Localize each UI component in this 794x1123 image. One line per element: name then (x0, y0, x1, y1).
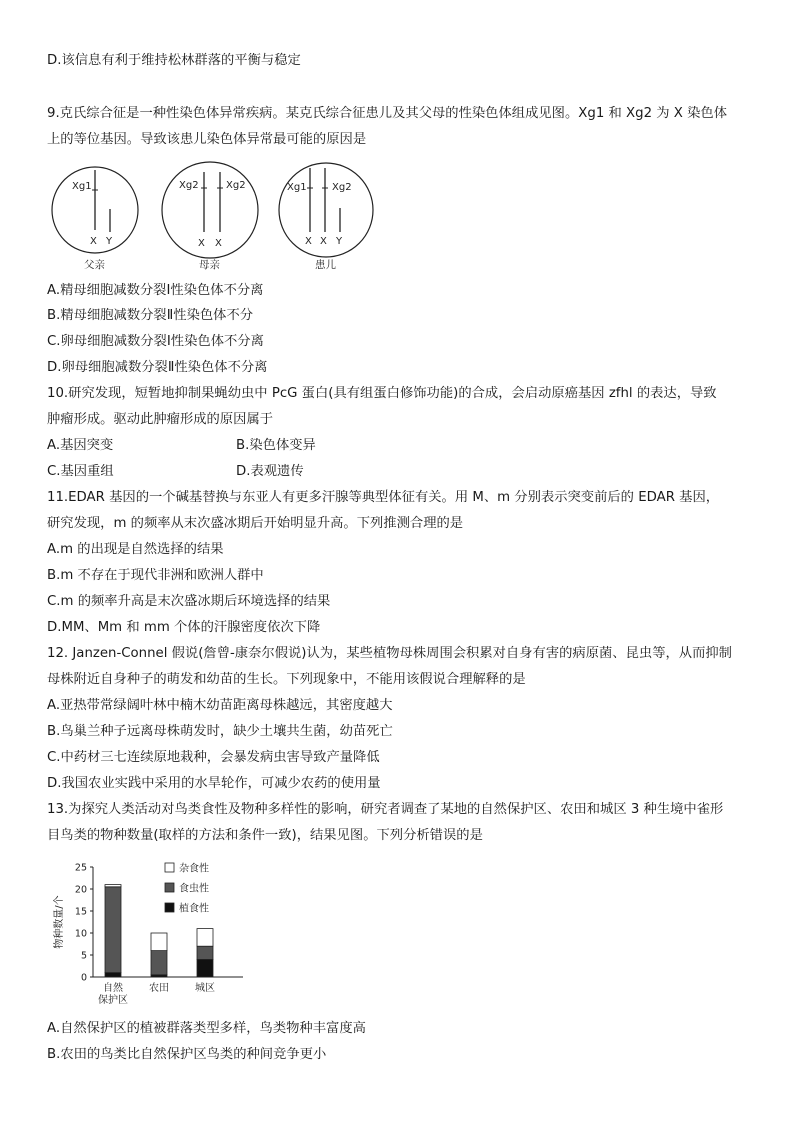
y-tick-label: 15 (74, 906, 87, 918)
x-tick-label: 农田 (149, 983, 169, 994)
mother-allele-label-1: Xg2 (179, 180, 199, 191)
q13-option-b: B.农田的鸟类比自然保护区鸟类的种间竞争更小 (47, 1047, 327, 1062)
bar-segment (105, 887, 121, 973)
q11-stem-line-1: 11.EDAR 基因的一个碱基替换与东亚人有更多汗腺等典型体征有关。用 M、m 分别表示突变前后的 EDAR 基因， (47, 490, 720, 505)
y-axis-label: 物种数量/个 (54, 895, 65, 949)
y-tick-label: 0 (80, 972, 87, 984)
mother-allele-label-2: Xg2 (226, 180, 246, 191)
karyotype-figure (48, 160, 388, 276)
q11-option-b: B.m 不存在于现代非洲和欧洲人群中 (47, 568, 264, 583)
bar-segment (197, 929, 213, 947)
x-tick-label: 自然 (103, 983, 123, 994)
bar-segment (105, 973, 121, 977)
q9-stem-line-2: 上的等位基因。导致该患儿染色体异常最可能的原因是 (47, 132, 367, 147)
q12-option-c: C.中药材三七连续原地栽种，会暴发病虫害导致产量降低 (47, 750, 380, 765)
q10-stem-line-1: 10.研究发现，短暂地抑制果蝇幼虫中 PcG 蛋白(具有组蛋白修饰功能)的合成，会启动原癌基因 zfhl 的表达，导致 (47, 386, 717, 401)
q12-option-b: B.鸟巢兰种子远离母株萌发时，缺少土壤共生菌，幼苗死亡 (47, 724, 393, 739)
legend-label: 杂食性 (179, 863, 209, 875)
bar-segment (151, 933, 167, 951)
q12-stem-line-2: 母株附近自身种子的萌发和幼苗的生长。下列现象中，不能用该假说合理解释的是 (47, 672, 526, 687)
q9-option-a: A.精母细胞减数分裂Ⅰ性染色体不分离 (47, 283, 264, 298)
legend-label: 植食性 (179, 903, 209, 915)
q11-stem-line-2: 研究发现，m 的频率从末次盛冰期后开始明显升高。下列推测合理的是 (47, 516, 464, 531)
q11-option-a: A.m 的出现是自然选择的结果 (47, 542, 224, 557)
q12-option-a: A.亚热带常绿阔叶林中楠木幼苗距离母株越远，其密度越大 (47, 698, 393, 713)
x-tick-label: 城区 (195, 983, 215, 994)
q10-option-d: D.表观遗传 (236, 464, 304, 479)
q10-option-b: B.染色体变异 (236, 438, 316, 453)
x-tick-label: 保护区 (98, 995, 128, 1006)
legend-swatch (165, 883, 174, 892)
q12-stem-line-1: 12. Janzen-Connel 假说(詹曾-康奈尔假说)认为，某些植物母株周围会积累对自身有害的病原菌、昆虫等，从而抑制 (47, 646, 732, 661)
father-chrom-x-label: X (90, 236, 97, 247)
q10-option-a: A.基因突变 (47, 438, 114, 453)
child-chrom-x2-label: X (320, 236, 327, 247)
mother-cell (162, 162, 258, 271)
child-cell (279, 163, 373, 271)
child-allele-label-1: Xg1 (287, 182, 307, 193)
father-chrom-y-label: Y (106, 236, 113, 247)
mother-label: 母亲 (199, 259, 220, 271)
legend-label: 食虫性 (179, 883, 209, 895)
father-allele-label: Xg1 (72, 181, 92, 192)
child-chrom-x1-label: X (305, 236, 312, 247)
mother-chrom-x2-label: X (215, 238, 222, 249)
bar-segment (197, 946, 213, 959)
q13-stem-line-2: 目鸟类的物种数量(取样的方法和条件一致)，结果见图。下列分析错误的是 (47, 828, 483, 843)
bar-segment (105, 885, 121, 887)
child-label: 患儿 (315, 259, 336, 271)
q11-option-c: C.m 的频率升高是末次盛冰期后环境选择的结果 (47, 594, 331, 609)
bar-segment (197, 959, 213, 977)
mother-chrom-x1-label: X (198, 238, 205, 249)
q9-option-b: B.精母细胞减数分裂Ⅱ性染色体不分 (47, 308, 254, 323)
q9-option-d: D.卵母细胞减数分裂Ⅱ性染色体不分离 (47, 360, 268, 375)
father-label: 父亲 (84, 259, 105, 271)
bar-segment (151, 951, 167, 975)
q8-option-d: D.该信息有利于维持松林群落的平衡与稳定 (47, 53, 301, 68)
legend-swatch (165, 903, 174, 912)
child-chrom-y-label: Y (336, 236, 343, 247)
q9-option-c: C.卵母细胞减数分裂Ⅰ性染色体不分离 (47, 334, 264, 349)
y-tick-label: 20 (74, 884, 87, 896)
y-tick-label: 25 (74, 862, 87, 874)
q13-stem-line-1: 13.为探究人类活动对鸟类食性及物种多样性的影响，研究者调查了某地的自然保护区、农田和城区 3 种生境中雀形 (47, 802, 724, 817)
father-cell (52, 167, 138, 271)
q12-option-d: D.我国农业实践中采用的水旱轮作，可减少农药的使用量 (47, 776, 381, 791)
child-allele-label-2: Xg2 (332, 182, 352, 193)
legend-swatch (165, 863, 174, 872)
y-tick-label: 10 (74, 928, 87, 940)
y-tick-label: 5 (80, 950, 87, 962)
q13-option-a: A.自然保护区的植被群落类型多样，鸟类物种丰富度高 (47, 1021, 366, 1036)
q10-stem-line-2: 肿瘤形成。驱动此肿瘤形成的原因属于 (47, 412, 274, 427)
q11-option-d: D.MM、Mm 和 mm 个体的汗腺密度依次下降 (47, 620, 321, 635)
q10-option-c: C.基因重组 (47, 464, 114, 479)
q9-stem-line-1: 9.克氏综合征是一种性染色体异常疾病。某克氏综合征患儿及其父母的性染色体组成见图。Xg1 和 Xg2 为 X 染色体 (47, 106, 728, 121)
bird-species-bar-chart (48, 855, 278, 1010)
